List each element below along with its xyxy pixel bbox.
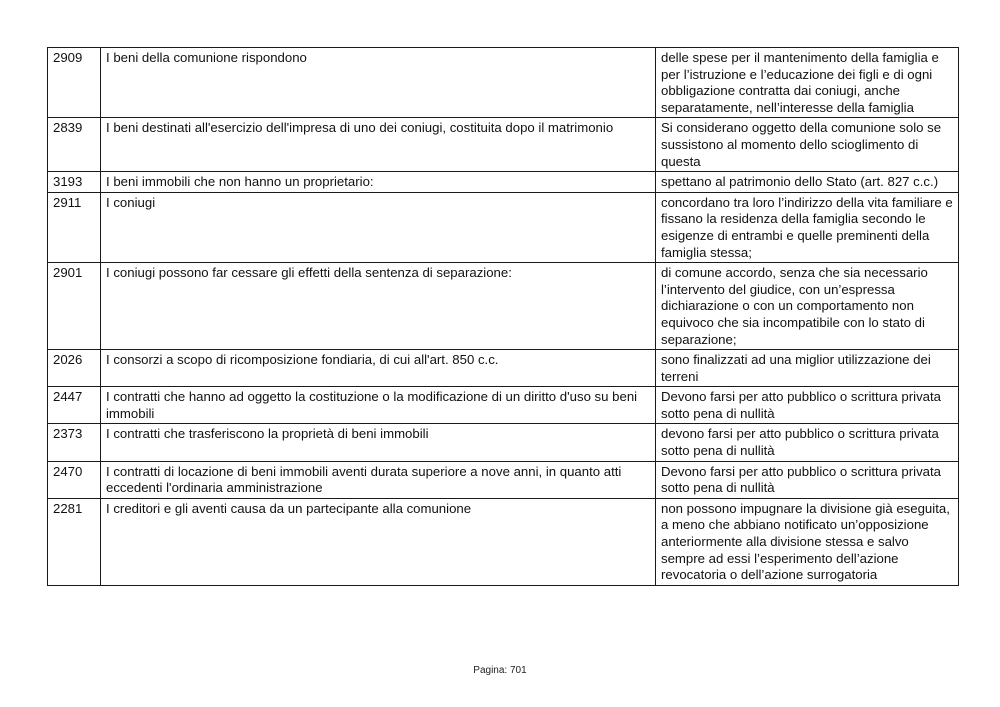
row-question: I coniugi possono far cessare gli effetti della sentenza di separazione: — [101, 263, 656, 350]
table-row — [48, 387, 959, 424]
question-answer-table — [47, 47, 959, 586]
row-answer: concordano tra loro l’indirizzo della vita familiare e fissano la residenza della famiglia secondo le esigenze di entrambi e quelle preminenti della famiglia stessa; — [656, 192, 959, 262]
row-question: I beni immobili che non hanno un proprietario: — [101, 172, 656, 193]
page-number-footer: Pagina: 701 — [473, 665, 527, 676]
row-id: 2909 — [48, 48, 101, 118]
table-row — [48, 263, 959, 350]
row-question: I contratti di locazione di beni immobili aventi durata superiore a nove anni, in quanto atti eccedenti l'ordinaria amministrazione — [101, 461, 656, 498]
table-row — [48, 424, 959, 461]
row-id: 2373 — [48, 424, 101, 461]
row-id: 2901 — [48, 263, 101, 350]
row-answer: sono finalizzati ad una miglior utilizzazione dei terreni — [656, 350, 959, 387]
table-row — [48, 350, 959, 387]
row-answer: Devono farsi per atto pubblico o scrittura privata sotto pena di nullità — [656, 387, 959, 424]
table-row — [48, 172, 959, 193]
row-id: 2026 — [48, 350, 101, 387]
row-id: 3193 — [48, 172, 101, 193]
row-id: 2911 — [48, 192, 101, 262]
row-answer: Devono farsi per atto pubblico o scrittura privata sotto pena di nullità — [656, 461, 959, 498]
row-answer: delle spese per il mantenimento della famiglia e per l’istruzione e l’educazione dei figli e di ogni obbligazione contratta dai coniugi, anche separatamente, nell’interesse della famiglia — [656, 48, 959, 118]
row-id: 2281 — [48, 498, 101, 585]
row-id: 2470 — [48, 461, 101, 498]
row-answer: non possono impugnare la divisione già eseguita, a meno che abbiano notificato un’opposizione anteriormente alla divisione stessa e salvo sempre ad essi l’esperimento dell’azione revocatoria o dell’azione surrogatoria — [656, 498, 959, 585]
row-question: I beni destinati all'esercizio dell'impresa di uno dei coniugi, costituita dopo il matrimonio — [101, 118, 656, 172]
table-row — [48, 48, 959, 118]
row-id: 2447 — [48, 387, 101, 424]
row-question: I coniugi — [101, 192, 656, 262]
row-answer: devono farsi per atto pubblico o scrittura privata sotto pena di nullità — [656, 424, 959, 461]
table-row — [48, 461, 959, 498]
table-row — [48, 192, 959, 262]
row-answer: di comune accordo, senza che sia necessario l’intervento del giudice, con un’espressa dichiarazione o con un comportamento non equivoco che sia incompatibile con lo stato di separazione; — [656, 263, 959, 350]
row-question: I consorzi a scopo di ricomposizione fondiaria, di cui all'art. 850 c.c. — [101, 350, 656, 387]
row-answer: spettano al patrimonio dello Stato (art. 827 c.c.) — [656, 172, 959, 193]
row-answer: Si considerano oggetto della comunione solo se sussistono al momento dello scioglimento di questa — [656, 118, 959, 172]
row-question: I contratti che trasferiscono la proprietà di beni immobili — [101, 424, 656, 461]
row-question: I beni della comunione rispondono — [101, 48, 656, 118]
table-row — [48, 118, 959, 172]
row-question: I creditori e gli aventi causa da un partecipante alla comunione — [101, 498, 656, 585]
row-question: I contratti che hanno ad oggetto la costituzione o la modificazione di un diritto d'uso su beni immobili — [101, 387, 656, 424]
row-id: 2839 — [48, 118, 101, 172]
table-row — [48, 498, 959, 585]
